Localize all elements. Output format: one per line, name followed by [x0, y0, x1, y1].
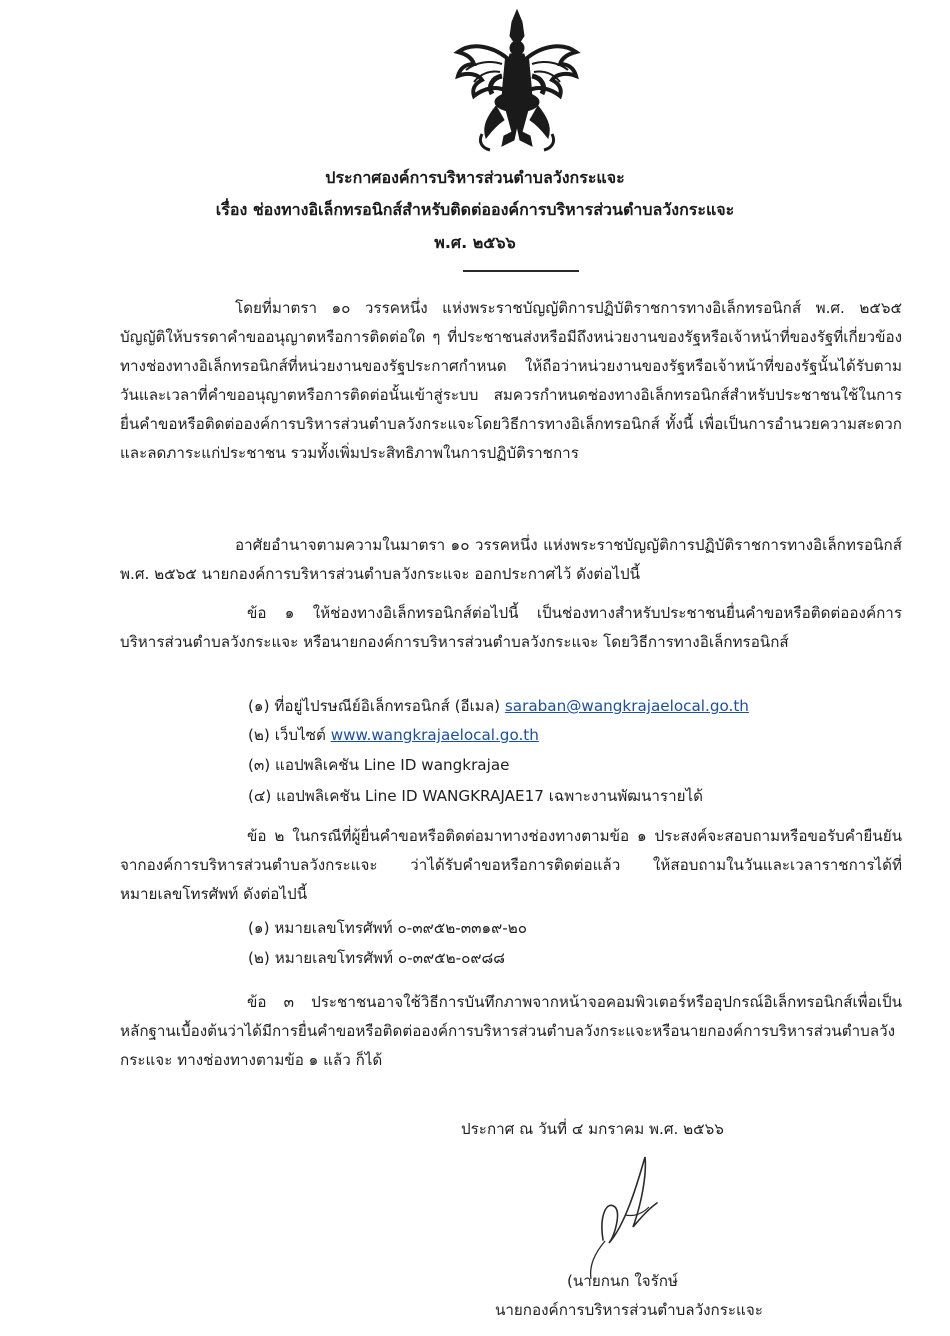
signer-name: (นายกนก ใจรักษ์ — [567, 1272, 679, 1290]
announcement-date: ประกาศ ณ วันที่ ๔ มกราคม พ.ศ. ๒๕๖๖ — [461, 1120, 724, 1138]
signature-mark — [585, 1145, 675, 1285]
announcement-year: พ.ศ. ๒๕๖๖ — [434, 233, 516, 252]
channel-website-label: (๒) เว็บไซต์ — [248, 726, 331, 744]
phone-1: (๑) หมายเลขโทรศัพท์ ๐-๓๙๕๒-๓๓๑๙-๒๐ — [248, 919, 527, 937]
channel-line-revenue: (๔) แอปพลิเคชัน Line ID WANGKRAJAE17 เฉพาะงานพัฒนารายได้ — [248, 787, 704, 805]
channel-website — [248, 725, 539, 745]
clause-2: ข้อ ๒ ในกรณีที่ผู้ยื่นคำขอหรือติดต่อมาทางช่องทางตามข้อ ๑ ประสงค์จะสอบถามหรือขอรับคำยืนยันจากองค์การบริหารส่วนตำบลวังกระแจะ ว่าได้รับคำขอหรือการติดต่อแล้ว ให้สอบถามในวันและเวลาราชการได้ที่หมายเลขโทรศัพท์ ดังต่อไปนี้ — [120, 827, 902, 903]
title-divider — [463, 270, 579, 272]
announcement-subject: เรื่อง ช่องทางอิเล็กทรอนิกส์สำหรับติดต่อองค์การบริหารส่วนตำบลวังกระแจะ — [215, 200, 735, 219]
signer-title: นายกองค์การบริหารส่วนตำบลวังกระแจะ — [495, 1301, 763, 1319]
garuda-emblem-icon — [452, 6, 582, 152]
clause-3: ข้อ ๓ ประชาชนอาจใช้วิธีการบันทึกภาพจากหน้าจอคอมพิวเตอร์หรืออุปกรณ์อิเล็กทรอนิกส์เพื่อเป็นหลักฐานเบื้องต้นว่าได้มีการยื่นคำขอหรือติดต่อองค์การบริหารส่วนตำบลวังกระแจะหรือนายกองค์การบริหารส่วนตำบลวังกระแจะ ทางช่องทางตามข้อ ๑ แล้ว ก็ได้ — [120, 993, 902, 1069]
paragraph-authority: อาศัยอำนาจตามความในมาตรา ๑๐ วรรคหนึ่ง แห่งพระราชบัญญัติการปฏิบัติราชการทางอิเล็กทรอนิกส์ พ.ศ. ๒๕๖๕ นายกองค์การบริหารส่วนตำบลวังกระแจะ ออกประกาศไว้ ดังต่อไปนี้ — [120, 536, 902, 583]
email-link[interactable]: saraban@wangkrajaelocal.go.th — [504, 697, 749, 715]
paragraph-preamble: โดยที่มาตรา ๑๐ วรรคหนึ่ง แห่งพระราชบัญญัติการปฏิบัติราชการทางอิเล็กทรอนิกส์ พ.ศ. ๒๕๖๕ บัญญัติให้บรรดาคำขออนุญาตหรือการติดต่อใด ๆ ที่ประชาชนส่งหรือมีถึงหน่วยงานของรัฐหรือเจ้าหน้าที่ของรัฐที่เกี่ยวข้องทางช่องทางอิเล็กทรอนิกส์ที่หน่วยงานของรัฐประกาศกำหนด ให้ถือว่าหน่วยงานของรัฐหรือเจ้าหน้าที่ของรัฐนั้นได้รับตามวันและเวลาที่คำขออนุญาตหรือการติดต่อนั้นเข้าสู่ระบบ สมควรกำหนดช่องทางอิเล็กทรอนิกส์สำหรับประชาชนใช้ในการยื่นคำขอหรือติดต่อองค์การบริหารส่วนตำบลวังกระแจะโดยวิธีการทางอิเล็กทรอนิกส์ ทั้งนี้ เพื่อเป็นการอำนวยความสะดวกและลดภาระแก่ประชาชน รวมทั้งเพิ่มประสิทธิภาพในการปฏิบัติราชการ — [120, 299, 902, 462]
channel-line-general: (๓) แอปพลิเคชัน Line ID wangkrajae — [248, 756, 510, 774]
clause-1: ข้อ ๑ ให้ช่องทางอิเล็กทรอนิกส์ต่อไปนี้ เป็นช่องทางสำหรับประชาชนยื่นคำขอหรือติดต่อองค์การบริหารส่วนตำบลวังกระแจะ หรือนายกองค์การบริหารส่วนตำบลวังกระแจะ โดยวิธีการทางอิเล็กทรอนิกส์ — [120, 604, 902, 651]
website-link[interactable]: www.wangkrajaelocal.go.th — [330, 726, 539, 744]
channel-email-label: (๑) ที่อยู่ไปรษณีย์อิเล็กทรอนิกส์ (อีเมล) — [248, 697, 505, 715]
phone-2: (๒) หมายเลขโทรศัพท์ ๐-๓๙๕๒-๐๙๘๘ — [248, 949, 505, 967]
channel-email — [248, 696, 749, 716]
announcement-title: ประกาศองค์การบริหารส่วนตำบลวังกระแจะ — [325, 168, 625, 187]
